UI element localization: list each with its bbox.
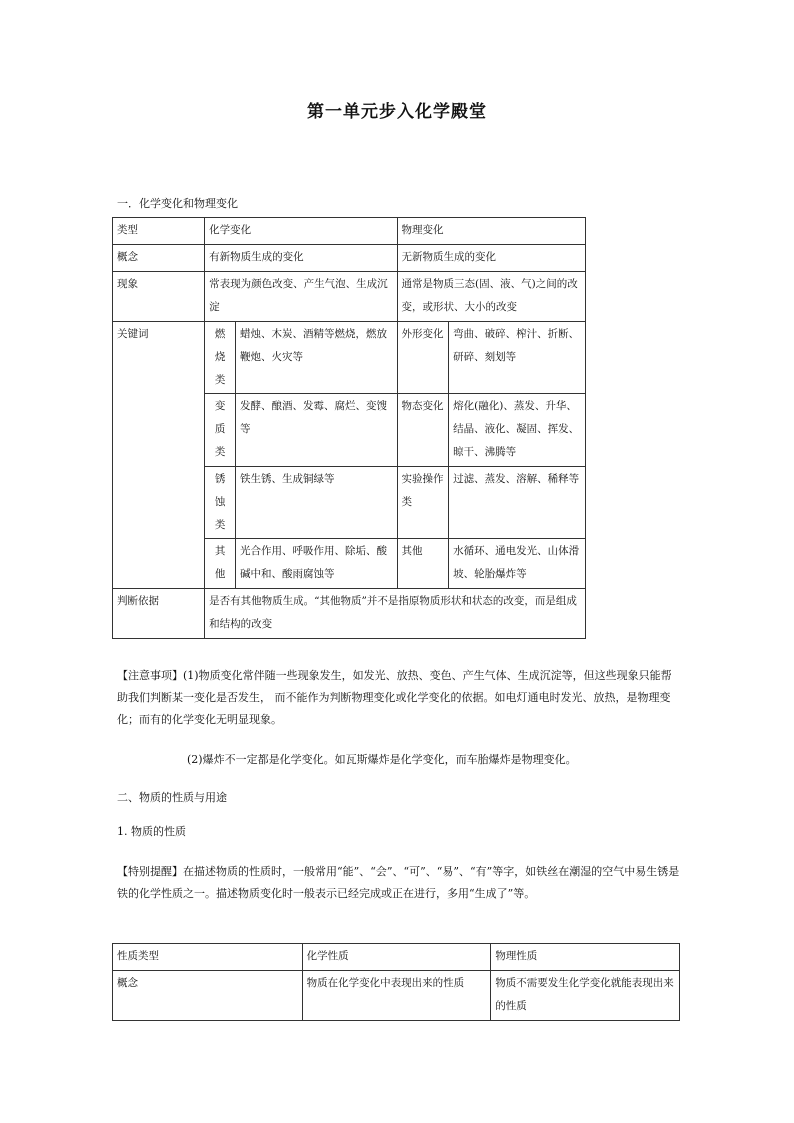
phys-keyword-category: 实验操作类 — [397, 467, 449, 539]
note-label: 【注意事项】 — [117, 669, 183, 682]
chem-keyword-category: 其 他 — [205, 539, 236, 589]
tip-paragraph — [117, 861, 687, 905]
chem-property-header: 化学性质 — [302, 944, 491, 971]
chem-keyword-desc: 铁生锈、生成铜绿等 — [235, 467, 397, 539]
property-type-label: 性质类型 — [113, 944, 303, 971]
tip-label: 【特别提醒】 — [117, 865, 183, 878]
chem-property-concept: 物质在化学变化中表现出来的性质 — [302, 971, 491, 1021]
phenomenon-label: 现象 — [113, 272, 205, 322]
phys-property-header: 物理性质 — [491, 944, 680, 971]
phys-keyword-category: 其他 — [397, 539, 449, 589]
keywords-label: 关键词 — [113, 322, 205, 589]
phys-keyword-desc: 熔化(融化)、蒸发、升华、结晶、液化、凝固、挥发、晾干、沸腾等 — [449, 394, 586, 467]
page-title: 第一单元步入化学殿堂 — [307, 102, 487, 122]
chem-keyword-category: 锈 蚀 类 — [205, 467, 236, 539]
change-table — [112, 217, 586, 639]
table-row — [113, 245, 586, 272]
tip-text: 在描述物质的性质时，一般常用“能”、“会”、“可”、“易”、“有”等字，如铁丝在潮湿的空气中易生锈是铁的化学性质之一。描述物质变化时一般表示已经完成或正在进行，多用“生成了”等。 — [117, 865, 680, 900]
table-row — [113, 971, 680, 1021]
property-table — [112, 943, 680, 1021]
chem-header: 化学变化 — [205, 218, 397, 245]
table-row — [113, 944, 680, 971]
property-concept-label: 概念 — [113, 971, 303, 1021]
phys-keyword-desc: 弯曲、破碎、榨汁、折断、研碎、刻划等 — [449, 322, 586, 394]
phys-keyword-desc: 水循环、通电发光、山体滑坡、轮胎爆炸等 — [449, 539, 586, 589]
subsection-heading: 1. 物质的性质 — [117, 825, 186, 838]
table-row — [113, 589, 586, 639]
phys-concept: 无新物质生成的变化 — [397, 245, 586, 272]
table-row — [113, 218, 586, 245]
phys-property-concept: 物质不需要发生化学变化就能表现出来的性质 — [491, 971, 680, 1021]
section2-heading: 二、物质的性质与用途 — [117, 791, 227, 804]
table-row — [113, 322, 586, 394]
phys-header: 物理变化 — [397, 218, 586, 245]
chem-phenomenon: 常表现为颜色改变、产生气泡、生成沉淀 — [205, 272, 397, 322]
chem-keyword-category: 变 质 类 — [205, 394, 236, 467]
concept-label: 概念 — [113, 245, 205, 272]
chem-concept: 有新物质生成的变化 — [205, 245, 397, 272]
chem-keyword-desc: 发酵、酿酒、发霉、腐烂、变馊等 — [235, 394, 397, 467]
basis-label: 判断依据 — [113, 589, 205, 639]
chem-keyword-desc: 光合作用、呼吸作用、除垢、酸碱中和、酸雨腐蚀等 — [235, 539, 397, 589]
phys-phenomenon: 通常是物质三态(固、液、气)之间的改变，或形状、大小的改变 — [397, 272, 586, 322]
phys-keyword-desc: 过滤、蒸发、溶解、稀释等 — [449, 467, 586, 539]
note-paragraph — [117, 665, 677, 731]
phys-keyword-category: 外形变化 — [397, 322, 449, 394]
note2-paragraph: (2)爆炸不一定都是化学变化。如瓦斯爆炸是化学变化，而车胎爆炸是物理变化。 — [187, 753, 577, 766]
note-text: (1)物质变化常伴随一些现象发生，如发光、放热、变色、产生气体、生成沉淀等，但这些现象只能帮助我们判断某一变化是否发生， 而不能作为判断物理变化或化学变化的依据。如电灯通电时发光、放热，是物理变化；而有的化学变化无明显现象。 — [117, 669, 672, 726]
type-label: 类型 — [113, 218, 205, 245]
chem-keyword-desc: 蜡烛、木炭、酒精等燃烧，燃放鞭炮、火灾等 — [235, 322, 397, 394]
table-row — [113, 272, 586, 322]
section1-heading: 一．化学变化和物理变化 — [117, 197, 238, 210]
phys-keyword-category: 物态变化 — [397, 394, 449, 467]
chem-keyword-category: 燃 烧 类 — [205, 322, 236, 394]
basis-text: 是否有其他物质生成。“其他物质”并不是指原物质形状和状态的改变，而是组成和结构的改变 — [205, 589, 586, 639]
